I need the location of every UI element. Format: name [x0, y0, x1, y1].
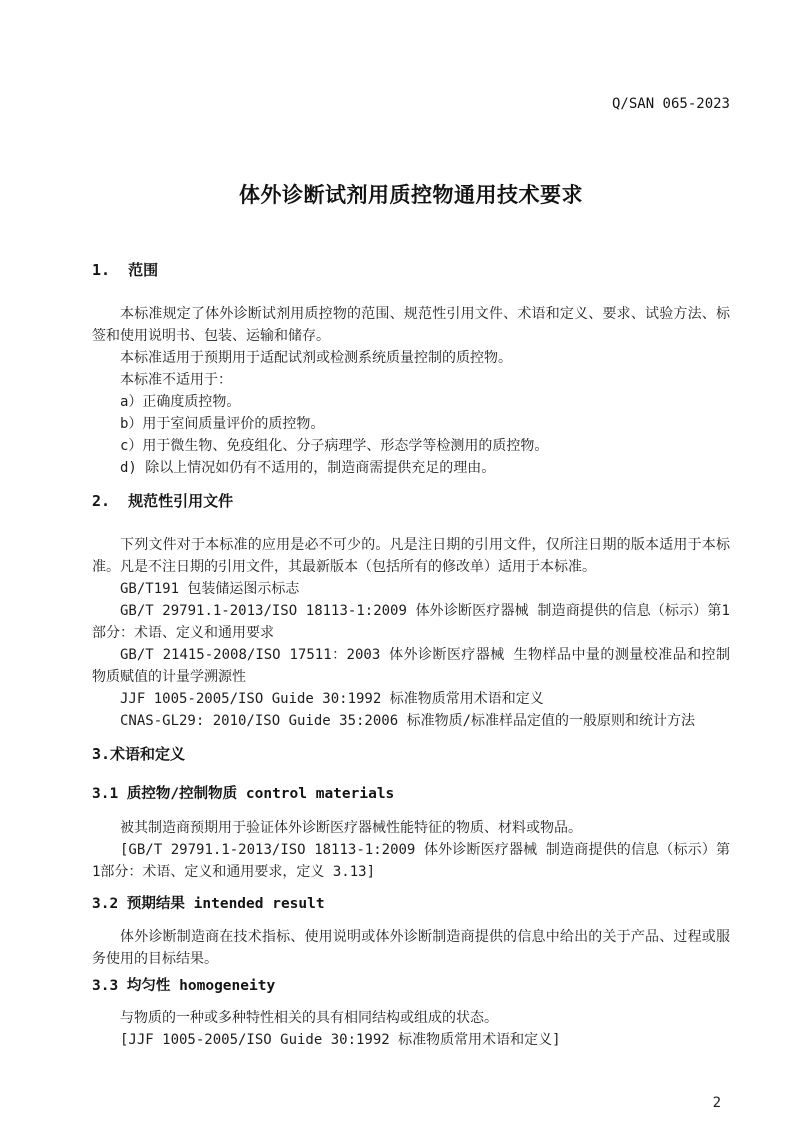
reference-item: GB/T191 包装储运图示标志: [120, 581, 300, 597]
standard-number: Q/SAN 065-2023: [611, 96, 730, 112]
term-heading-homogeneity: 3.3 均匀性 homogeneity: [92, 978, 276, 994]
reference-item: GB/T 21415-2008/ISO 17511：2003 体外诊断医疗器械 生物样品中量的测量校准品和控制物质赋值的计量学溯源性: [92, 647, 730, 685]
scope-paragraph-1: 本标准规定了体外诊断试剂用质控物的范围、规范性引用文件、术语和定义、要求、试验方法、标签和使用说明书、包装、运输和储存。: [92, 306, 730, 344]
scope-list-item-d: d) 除以上情况如仍有不适用的，制造商需提供充足的理由。: [120, 460, 496, 476]
section-heading-normative-references: 2. 规范性引用文件: [92, 492, 234, 510]
term-heading-intended-result: 3.2 预期结果 intended result: [92, 896, 325, 912]
scope-paragraph-3: 本标准不适用于：: [120, 372, 232, 388]
term-heading-control-materials: 3.1 质控物/控制物质 control materials: [92, 786, 395, 802]
reference-item: CNAS-GL29: 2010/ISO Guide 35:2006 标准物质/标准样品定值的一般原则和统计方法: [120, 713, 696, 729]
scope-list-item-a: a）正确度质控物。: [120, 394, 241, 410]
term-source: [GB/T 29791.1-2013/ISO 18113-1:2009 体外诊断医疗器械 制造商提供的信息（标示）第1部分：术语、定义和通用要求，定义 3.13]: [92, 842, 730, 880]
term-definition: 体外诊断制造商在技术指标、使用说明或体外诊断制造商提供的信息中给出的关于产品、过程或服务使用的目标结果。: [92, 929, 730, 967]
page-number: 2: [712, 1095, 721, 1111]
term-definition: 被其制造商预期用于验证体外诊断医疗器械性能特征的物质、材料或物品。: [120, 820, 582, 836]
scope-list-item-b: b）用于室间质量评价的质控物。: [120, 416, 325, 432]
term-source: [JJF 1005-2005/ISO Guide 30:1992 标准物质常用术语和定义]: [120, 1032, 561, 1048]
reference-item: GB/T 29791.1-2013/ISO 18113-1:2009 体外诊断医疗器械 制造商提供的信息（标示）第1部分：术语、定义和通用要求: [92, 603, 730, 641]
scope-paragraph-2: 本标准适用于预期用于适配试剂或检测系统质量控制的质控物。: [120, 350, 512, 366]
section-heading-scope: 1. 范围: [92, 261, 159, 279]
normative-references-intro: 下列文件对于本标准的应用是必不可少的。凡是注日期的引用文件，仅所注日期的版本适用于本标准。凡是不注日期的引用文件，其最新版本（包括所有的修改单）适用于本标准。: [92, 537, 730, 575]
term-definition: 与物质的一种或多种特性相关的具有相同结构或组成的状态。: [120, 1010, 498, 1026]
section-heading-terms: 3.术语和定义: [92, 745, 186, 763]
scope-list-item-c: c）用于微生物、免疫组化、分子病理学、形态学等检测用的质控物。: [120, 438, 549, 454]
reference-item: JJF 1005-2005/ISO Guide 30:1992 标准物质常用术语和定义: [120, 691, 544, 707]
document-title: 体外诊断试剂用质控物通用技术要求: [239, 183, 583, 207]
